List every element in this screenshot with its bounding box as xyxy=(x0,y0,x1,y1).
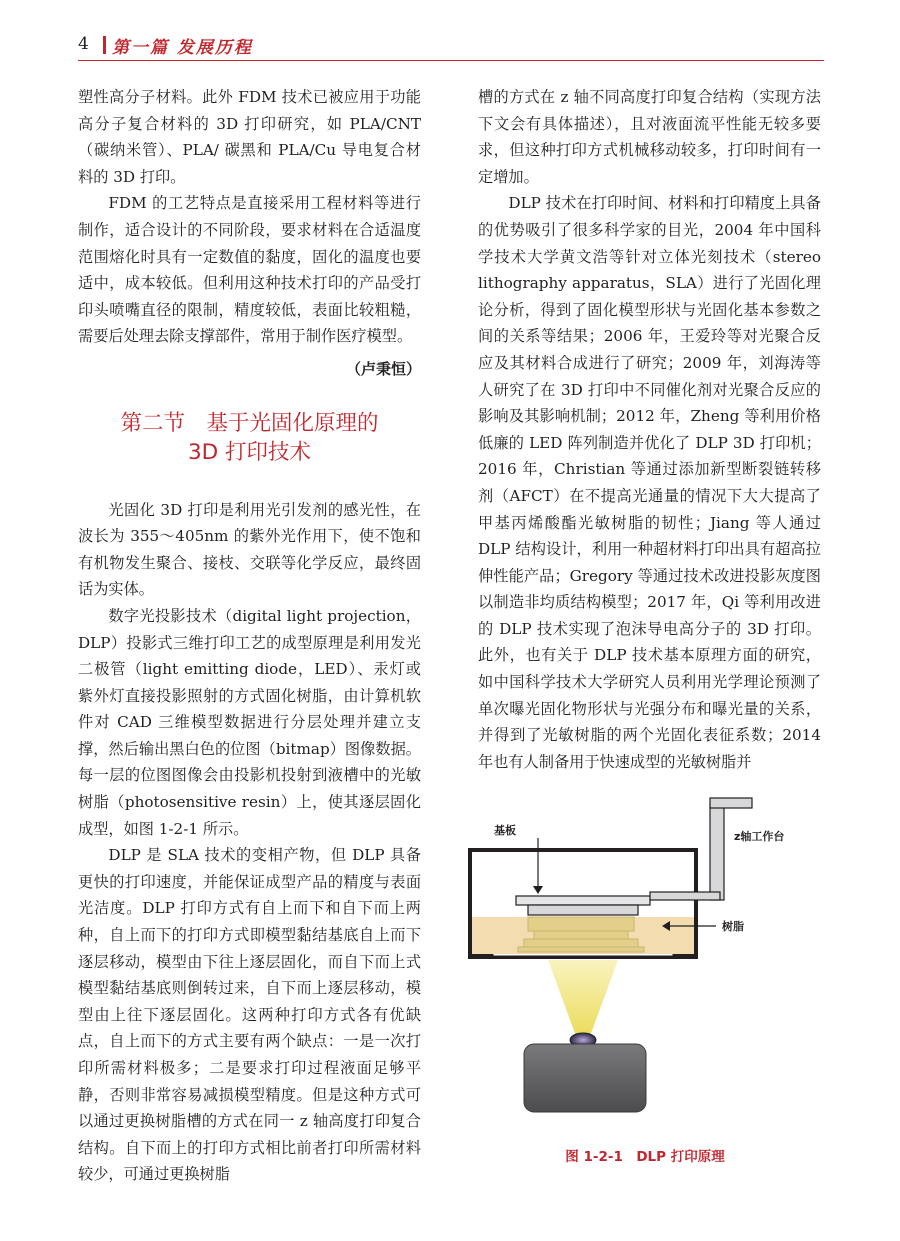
section-title xyxy=(78,409,421,467)
figure-caption: 图 1-2-1 DLP 打印原理 xyxy=(565,1149,725,1165)
z-stage-top xyxy=(710,798,752,808)
label-resin: 树脂 xyxy=(722,920,744,933)
section-title-line: 第二节 基于光固化原理的 xyxy=(120,410,379,436)
right-column xyxy=(478,84,821,775)
vat-top-edge xyxy=(468,848,698,852)
arrow-head xyxy=(533,886,543,894)
z-stage-column xyxy=(710,804,724,900)
dlp-diagram xyxy=(466,792,826,1170)
label-substrate: 基板 xyxy=(494,824,516,837)
model-layer xyxy=(534,931,628,939)
page-header xyxy=(0,0,900,62)
part-title: 第一篇 发展历程 xyxy=(112,38,253,58)
model-layer xyxy=(524,939,638,947)
vat-left-wall xyxy=(468,848,472,958)
build-plate-base xyxy=(528,905,638,915)
paragraph: DLP 是 SLA 技术的变相产物，但 DLP 具备更快的打印速度，并能保证成型产品的精度与表面光洁度。DLP 打印方式有自上而下和自下而上两种，自上而下的打印方式即模型黏结基底自上而下逐层移动，模型由下往上逐层固化，而自下而上式模型黏结基底则倒转过来，自下而上逐层移动，模型由上往下逐层固化。这两种打印方式各有优缺点，自上而下的方式主要有两个缺点：一是一次打印所需材料极多；二是要求打印过程液面足够平静，否则非常容易减损模型精度。但是这种方式可以通过更换树脂槽的方式在同一 z 轴高度打印复合结构。自下而上的打印方式相比前者打印所需材料较少，可通过更换树脂 xyxy=(78,846,421,1184)
paragraph: 塑性高分子材料。此外 FDM 技术已被应用于功能高分子复合材料的 3D 打印研究，如 PLA/CNT（碳纳米管）、PLA/ 碳黑和 PLA/Cu 导电复合材料的 3D 打印。 xyxy=(78,88,421,186)
model-layer xyxy=(518,947,644,952)
paragraph: 槽的方式在 z 轴不同高度打印复合结构（实现方法下文会有具体描述），且对液面流平性能无较多要求，但这种打印方式机械移动较多，打印时间有一定增加。 xyxy=(478,88,821,186)
page-number: 4 xyxy=(78,34,89,54)
section-title-line: 3D 打印技术 xyxy=(187,439,312,465)
projector-body xyxy=(524,1044,646,1112)
header-divider-bar xyxy=(103,36,106,54)
left-column xyxy=(78,84,421,1188)
build-plate xyxy=(516,896,650,905)
paragraph: 光固化 3D 打印是利用光引发剂的感光性，在波长为 355～405nm 的紫外光作用下，使不饱和有机物发生聚合、接枝、交联等化学反应，最终固话为实体。 xyxy=(78,500,421,599)
paragraph: DLP 技术在打印时间、材料和打印精度上具备的优势吸引了很多科学家的目光，2004 年中国科学技术大学黄文浩等针对立体光刻技术（stereo lithography apparatus，SLA）进行了光固化理论分析，得到了固化模型形状与光固化基本参数之间的关系等结果；2006 年，王爱玲等对光聚合反应及其材料合成进行了研究；2009 年，刘海涛等人研究了在 3D 打印中不同催化剂对光聚合反应的影响及其影响机制；2012 年，Zheng 等利用价格低廉的 LED 阵列制造并优化了 DLP 3D 打印机；2016 年，Christian 等通过添加新型断裂链转移剂（AFCT）在不提高光通量的情况下大大提高了甲基丙烯酸酯光敏树脂的韧性；Jiang 等人通过 DLP 结构设计，利用一种超材料打印出具有超高拉伸性能产品；Gregory 等通过技术改进投影灰度图以制造非均质结构模型；2017 年，Qi 等利用改进的 DLP 技术实现了泡沫导电高分子的 3D 打印。此外，也有关于 DLP 技术基本原理方面的研究，如中国科学技术大学研究人员利用光学理论预测了单次曝光固化物形状与光强分布和曝光量的关系，并得到了光敏树脂的两个光固化表征系数；2014 年也有人制备用于快速成型的光敏树脂并 xyxy=(478,194,821,771)
label-z-stage: z轴工作台 xyxy=(734,830,785,843)
paragraph: 数字光投影技术（digital light projection，DLP）投影式三维打印工艺的成型原理是利用发光二极管（light emitting diode，LED）、汞灯或紫外灯直接投影照射的方式固化树脂，由计算机软件对 CAD 三维模型数据进行分层处理并建立支撑，然后输出黑白色的位图（bitmap）图像数据。每一层的位图图像会由投影机投射到液槽中的光敏树脂（photosensitive resin）上，使其逐层固化成型，如图 1-2-1 所示。 xyxy=(78,606,421,838)
light-beam xyxy=(548,960,618,1036)
z-stage-arm xyxy=(650,892,720,900)
vat-right-wall xyxy=(694,848,698,958)
paragraph: FDM 的工艺特点是直接采用工程材料等进行制作，适合设计的不同阶段，要求材料在合适温度范围熔化时具有一定数值的黏度，固化的温度也要适中，成本较低。但利用这种技术打印的产品受打印头喷嘴直径的限制，精度较低，表面比较粗糙，需要后处理去除支撑部件，常用于制作医疗模型。 xyxy=(78,194,421,346)
author-credit: （卢秉恒） xyxy=(345,359,421,378)
header-rule xyxy=(78,60,824,61)
model-layer xyxy=(528,917,634,931)
